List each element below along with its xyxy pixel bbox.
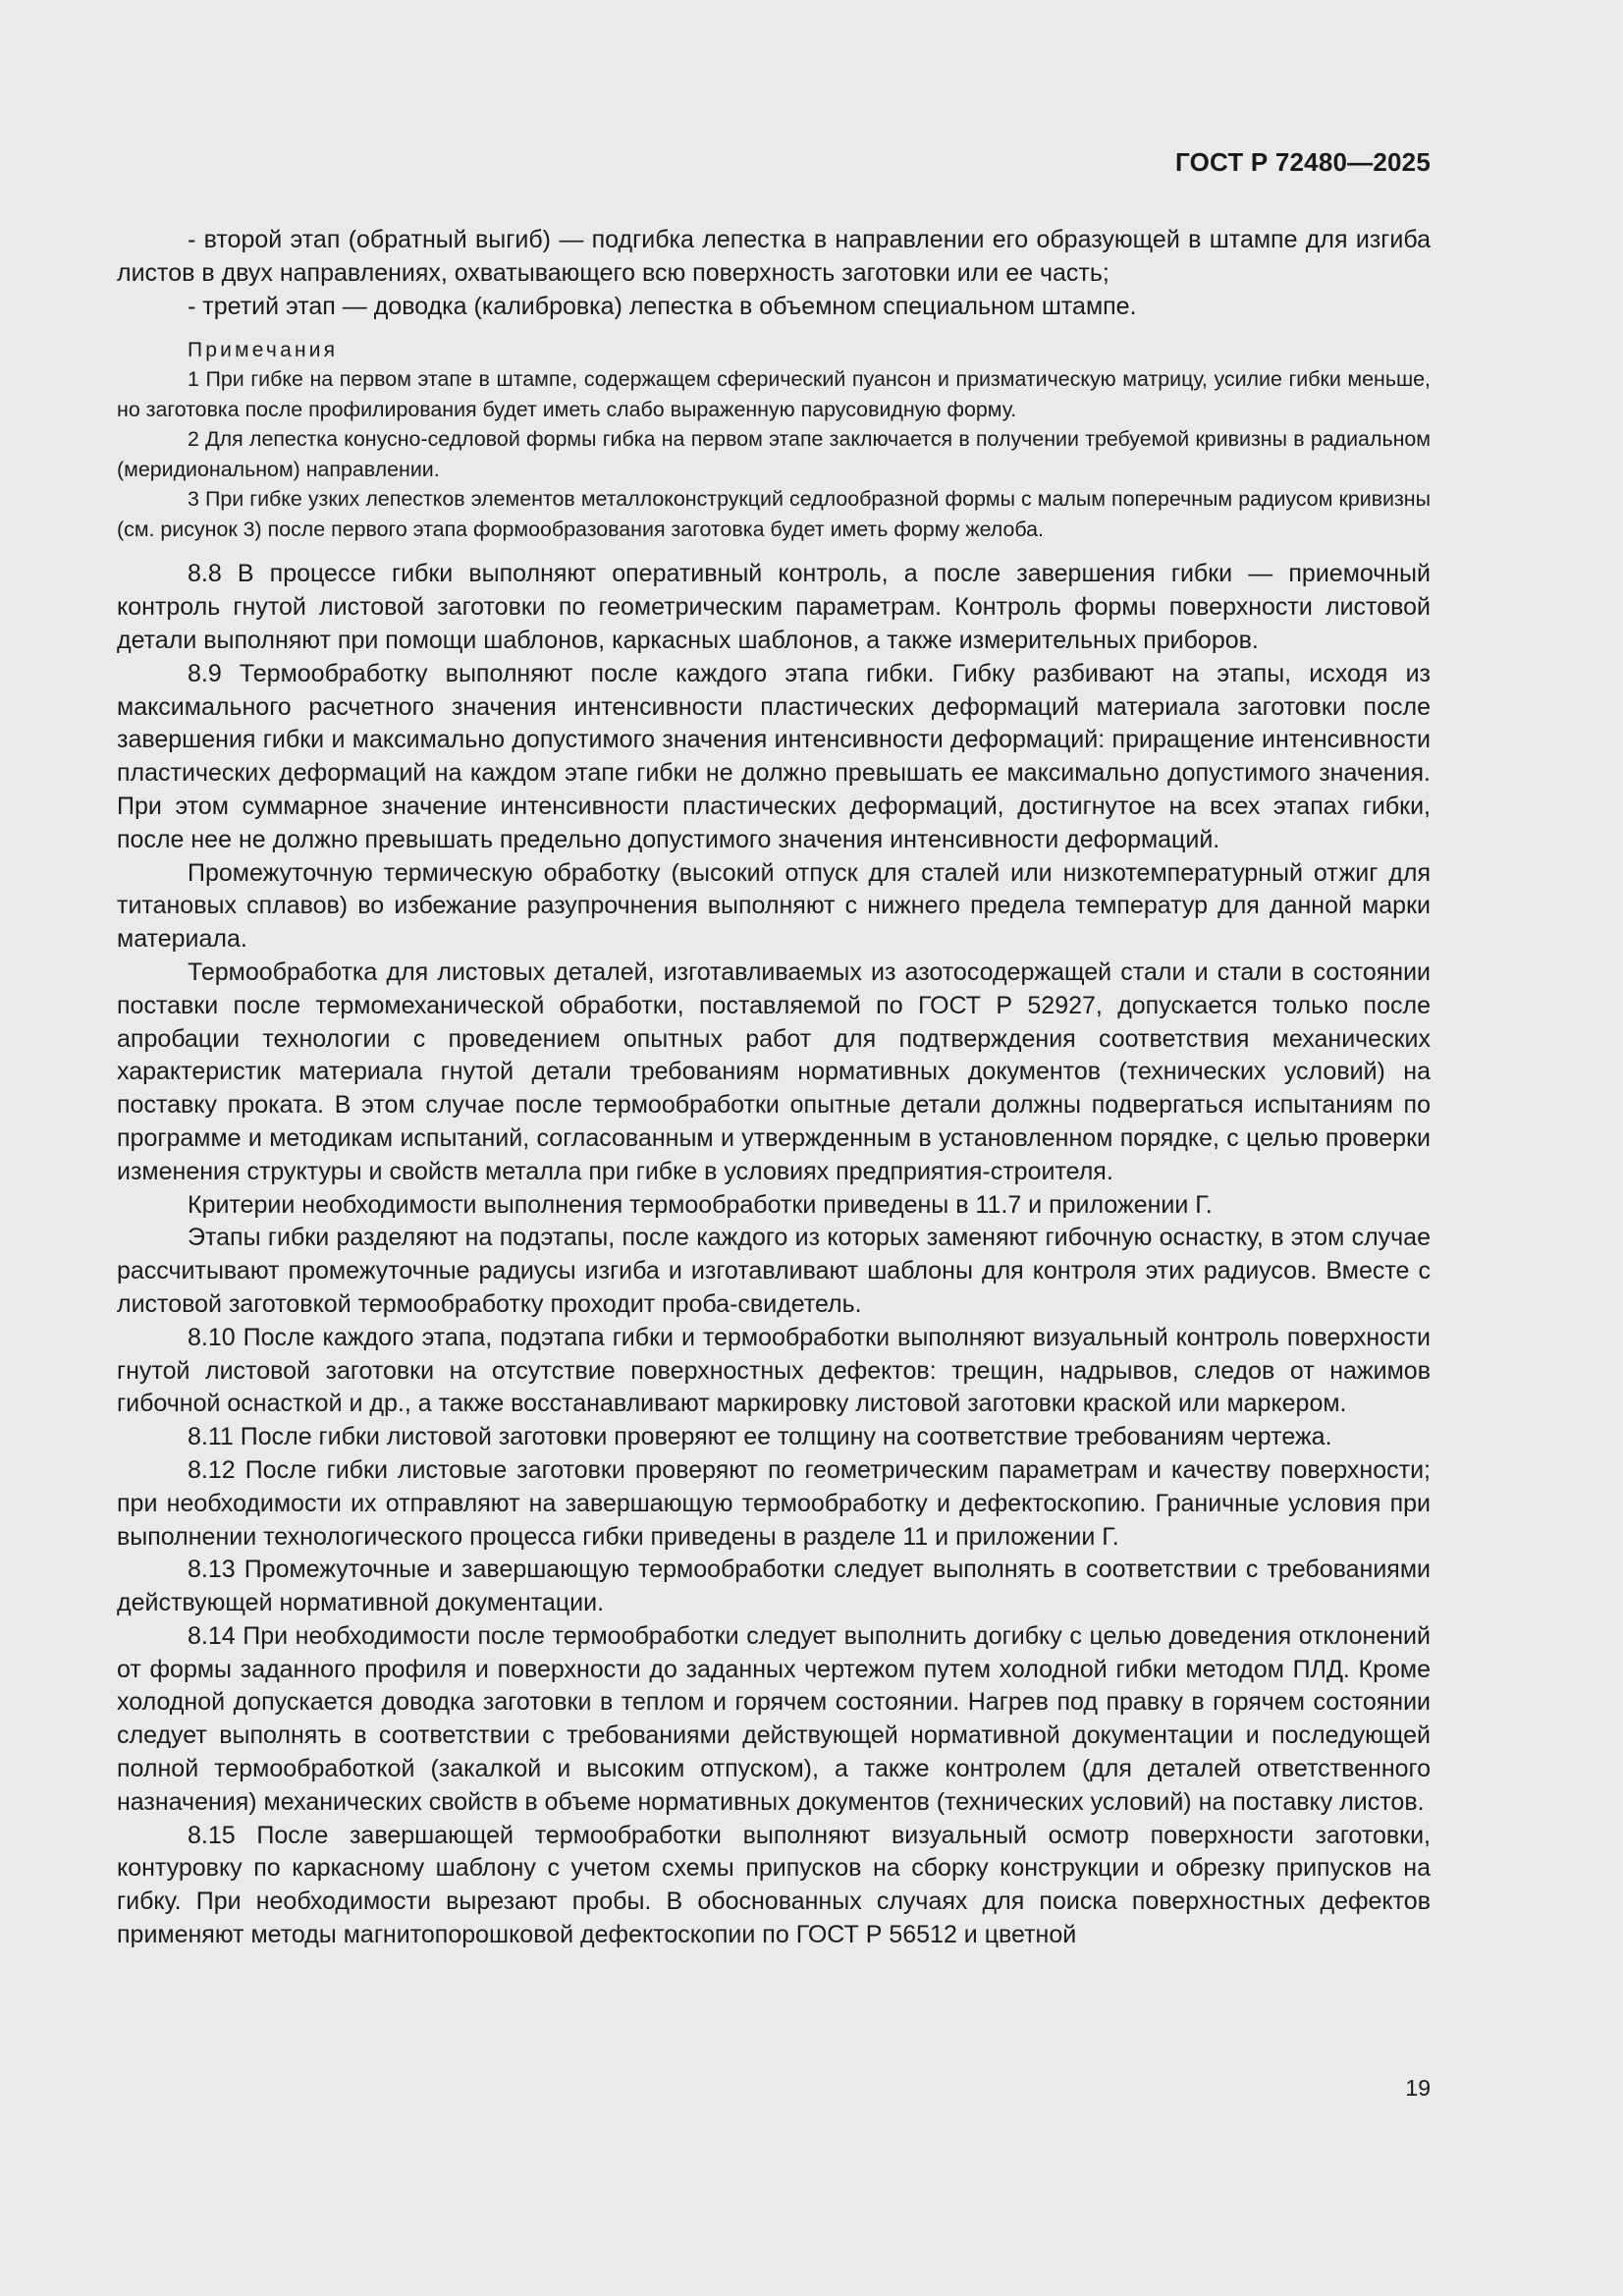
clause-8-13: 8.13 Промежуточные и завершающую термообработки следует выполнять в соответствии с требованиями действующей нормативной документации. [117,1556,1431,1617]
clause-8-14: 8.14 При необходимости после термообработки следует выполнить догибку с целью доведения отклонений от формы заданного профиля и поверхности до заданных чертежом путем холодной гибки методом ПЛД. Кроме холодной допускается доводка заготовки в теплом и горячем состоянии. Нагрев под правку в горячем состоянии следует выполнять в соответствии с требованиями действующей нормативной документации и последующей полной термообработкой (закалкой и высоким отпуском), а также контролем (для деталей ответственного назначения) механических свойств в объеме нормативных документов (технических условий) на поставку листов. [117,1621,1431,1816]
intro-paragraph: - второй этап (обратный выгиб) — подгибка лепестка в направлении его образующей в штампе для изгиба листов в двух направлениях, охватывающего всю поверхность заготовки или ее часть; [117,226,1431,287]
page-number: 19 [1405,2075,1431,2101]
document-header: ГОСТ Р 72480—2025 [1175,147,1431,177]
clause-8-15: 8.15 После завершающей термообработки выполняют визуальный осмотр поверхности заготовки, контуровку по каркасному шаблону с учетом схемы припусков на сборку конструкции и обрезку припусков на гибку. При необходимости вырезают пробы. В обоснованных случаях для поиска поверхностных дефектов применяют методы магнитопорошковой дефектоскопии по ГОСТ Р 56512 и цветной [117,1821,1431,1949]
clause-8-12: 8.12 После гибки листовые заготовки проверяют по геометрическим параметрам и качеству поверхности; при необходимости их отправляют на завершающую термообработку и дефектоскопию. Граничные условия при выполнении технологического процесса гибки приведены в разделе 11 и приложении Г. [117,1455,1431,1551]
note-item: 3 При гибке узких лепестков элементов металлоконструкций седлообразной формы с малым поперечным радиусом кривизны (см. рисунок 3) после первого этапа формообразования заготовка будет иметь форму желоба. [117,487,1431,541]
note-item: 2 Для лепестка конусно-седловой формы гибка на первом этапе заключается в получении требуемой кривизны в радиальном (меридиональном) направлении. [117,427,1431,481]
page-content [117,224,1431,1952]
body-paragraph: Промежуточную термическую обработку (высокий отпуск для сталей или низкотемпературный отжиг для титановых сплавов) во избежание разупрочнения выполняют с нижнего предела температур для данной марки материала. [117,858,1431,954]
notes-block [117,337,1431,544]
clause-8-10: 8.10 После каждого этапа, подэтапа гибки и термообработки выполняют визуальный контроль поверхности гнутой листовой заготовки на отсутствие поверхностных дефектов: трещин, надрывов, следов от нажимов гибочной оснасткой и др., а также восстанавливают маркировку листовой заготовки краской или маркером. [117,1323,1431,1418]
body-paragraph: Критерии необходимости выполнения термообработки приведены в 11.7 и приложении Г. [188,1190,1213,1219]
notes-title: Примечания [188,339,339,362]
clause-8-11: 8.11 После гибки листовой заготовки проверяют ее толщину на соответствие требованиям чертежа. [188,1423,1332,1451]
body-paragraph: Термообработка для листовых деталей, изготавливаемых из азотосодержащей стали и стали в состоянии поставки после термомеханической обработки, поставляемой по ГОСТ Р 52927, допускается только после апробации технологии с проведением опытных работ для подтверждения соответствия механических характеристик материала гнутой детали требованиям нормативных документов (технических условий) на поставку проката. В этом случае после термообработки опытные детали должны подвергаться испытаниям по программе и методикам испытаний, согласованным и утвержденным в установленном порядке, с целью проверки изменения структуры и свойств металла при гибке в условиях предприятия-строителя. [117,957,1431,1185]
clause-8-8: 8.8 В процессе гибки выполняют оперативный контроль, а после завершения гибки — приемочный контроль гнутой листовой заготовки по геометрическим параметрам. Контроль формы поверхности листовой детали выполняют при помощи шаблонов, каркасных шаблонов, а также измерительных приборов. [117,560,1431,654]
note-item: 1 При гибке на первом этапе в штампе, содержащем сферический пуансон и призматическую матрицу, усилие гибки меньше, но заготовка после профилирования будет иметь слабо выраженную парусовидную форму. [117,367,1431,421]
body-paragraph: Этапы гибки разделяют на подэтапы, после каждого из которых заменяют гибочную оснастку, в этом случае рассчитывают промежуточные радиусы изгиба и изготавливают шаблоны для контроля этих радиусов. Вместе с листовой заготовкой термообработку проходит проба-свидетель. [117,1224,1431,1318]
clause-8-9: 8.9 Термообработку выполняют после каждого этапа гибки. Гибку разбивают на этапы, исходя из максимального расчетного значения интенсивности пластических деформаций материала заготовки после завершения гибки и максимально допустимого значения интенсивности деформаций: приращение интенсивности пластических деформаций на каждом этапе гибки не должно превышать ее максимально допустимого значения. При этом суммарное значение интенсивности пластических деформаций, достигнутое на всех этапах гибки, после нее не должно превышать предельно допустимого значения интенсивности деформаций. [117,659,1431,853]
intro-paragraph: - третий этап — доводка (калибровка) лепестка в объемном специальном штампе. [188,292,1137,320]
